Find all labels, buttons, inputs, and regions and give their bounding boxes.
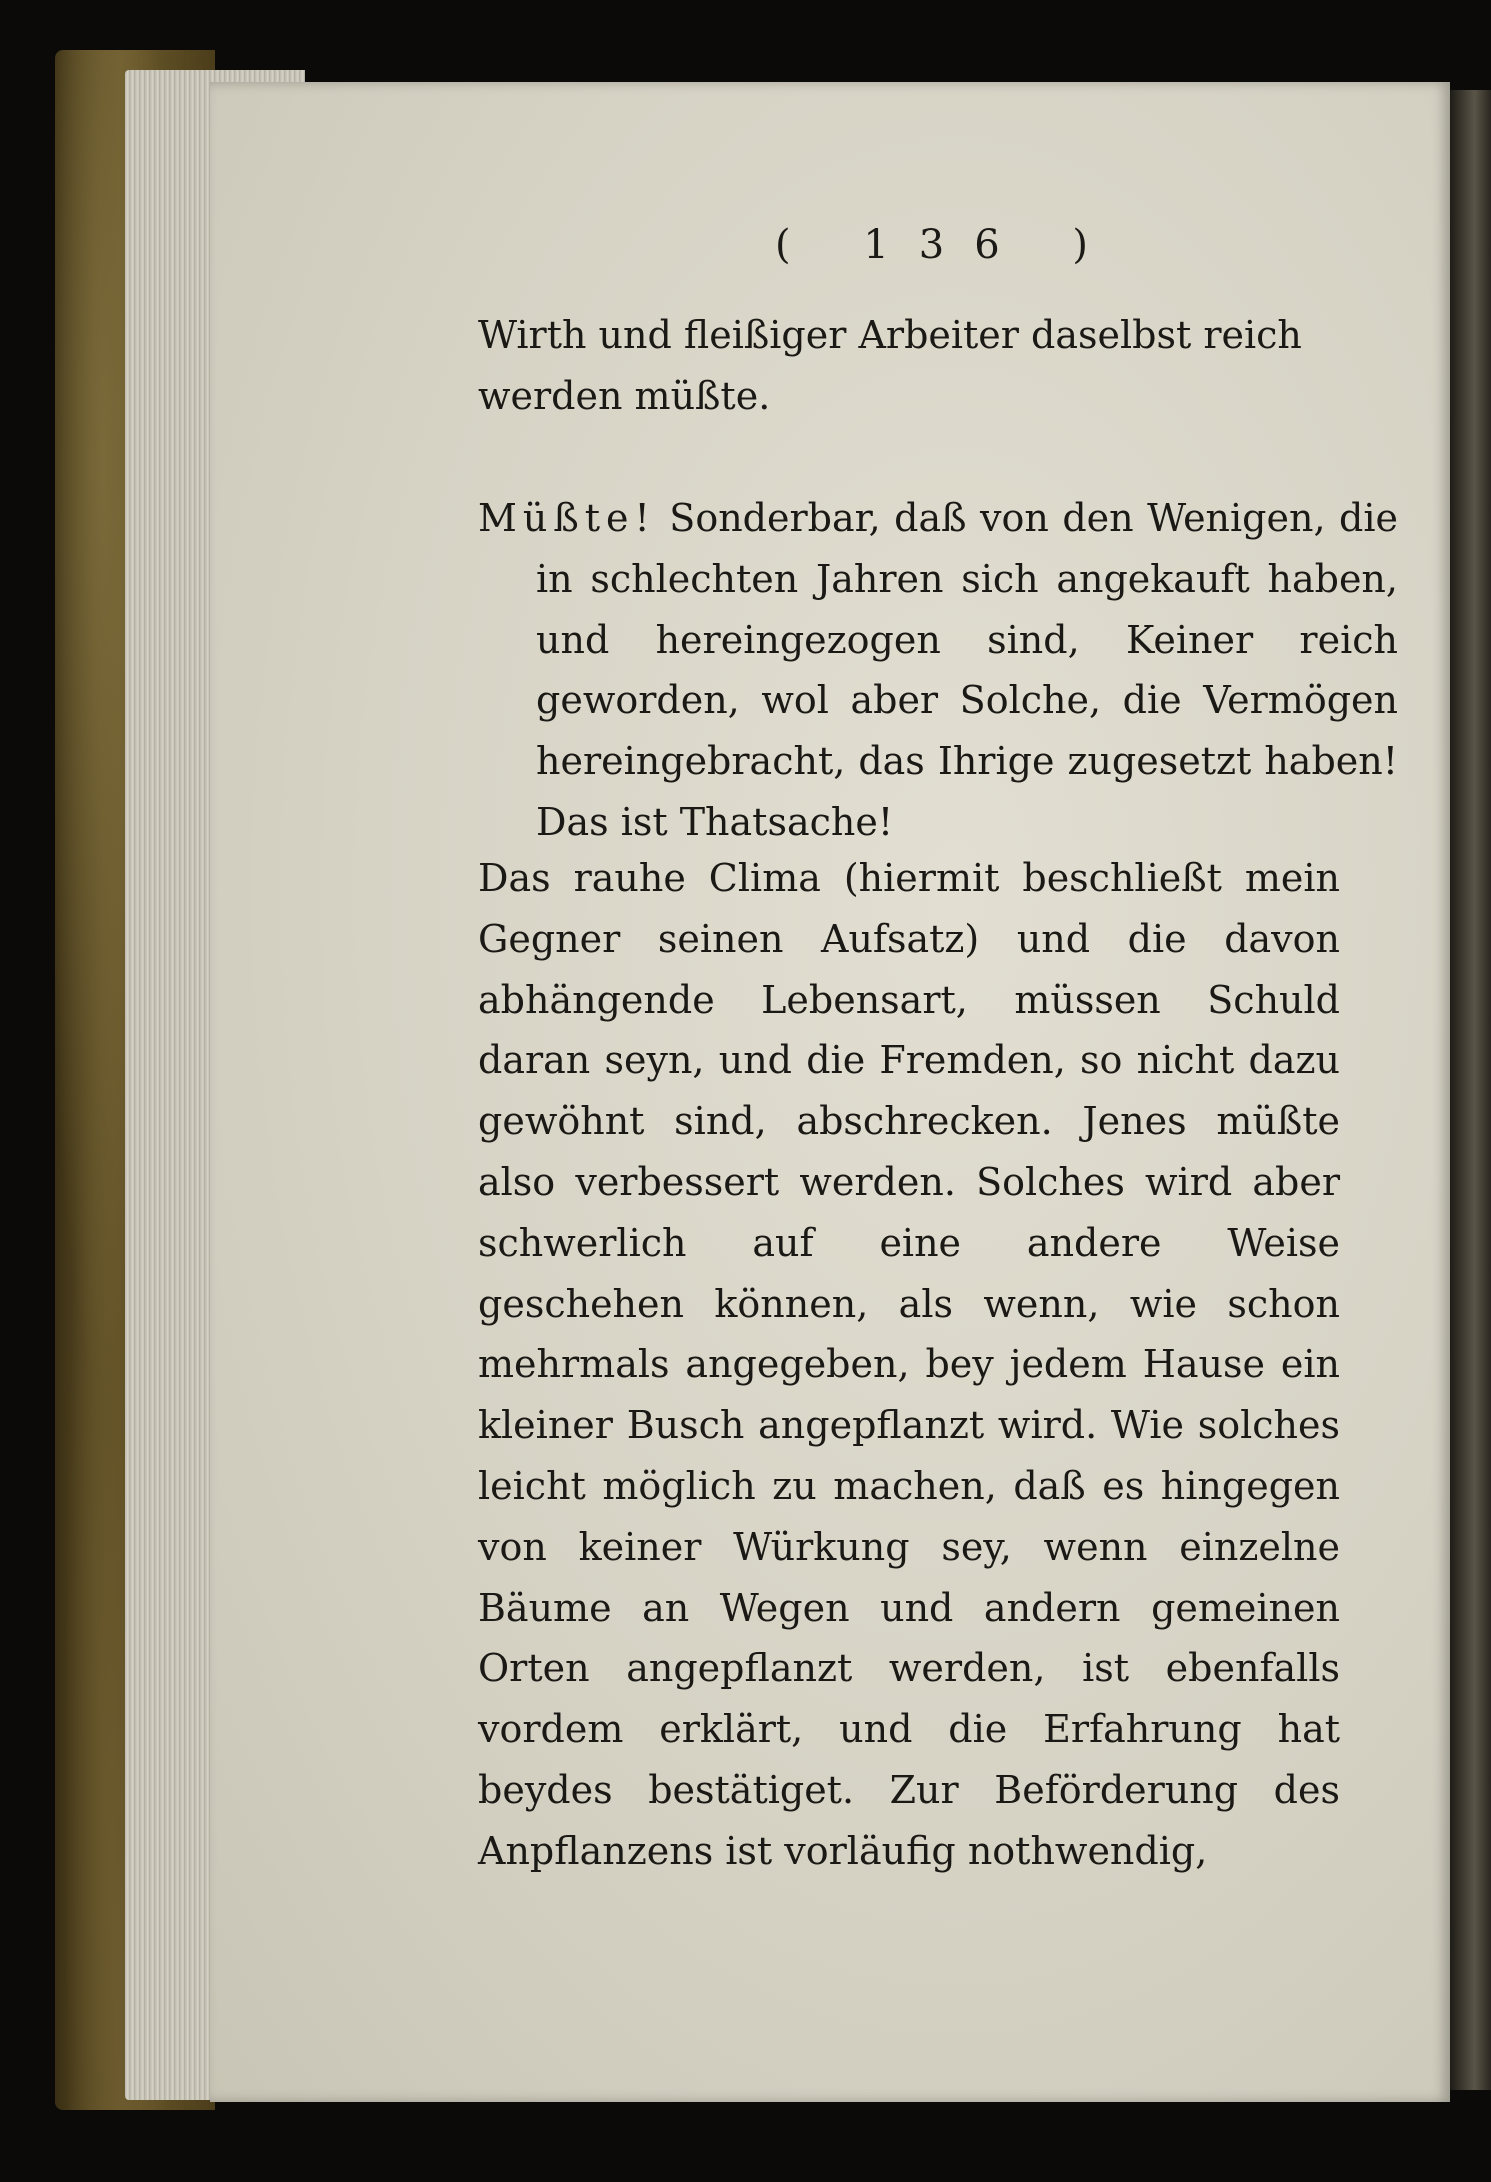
right-page-edge <box>1450 90 1491 2090</box>
paragraph-2-lead: Müßte! <box>478 496 656 540</box>
paragraph-1-line-2: werden müßte. <box>478 373 771 418</box>
paragraph-2-body: Sonderbar, daß von den Wenigen, die in schlechten Jahren sich angekauft haben, und hereingezogen sind, Keiner reich geworden, wol aber Solche, die Vermögen hereingebracht, das Ihrige zugesetzt haben! Das ist Thatsache! <box>536 496 1398 844</box>
paragraph-1 <box>478 305 1340 427</box>
paragraph-3: Das rauhe Clima (hiermit beschließt mein Gegner seinen Aufsatz) und die davon abhängende Lebensart, müssen Schuld daran seyn, und die Fremden, so nicht dazu gewöhnt sind, abschrecken. Jenes müßte also verbessert werden. Solches wird aber schwerlich auf eine andere Weise geschehen können, als wenn, wie schon mehrmals angegeben, bey jedem Hause ein kleiner Busch angepflanzt wird. Wie solches leicht möglich zu machen, daß es hingegen von keiner Würkung sey, wenn einzelne Bäume an Wegen und andern gemeinen Orten angepflanzt werden, ist ebenfalls vordem erklärt, und die Erfahrung hat beydes bestätiget. Zur Beförderung des Anpflanzens ist vorläufig nothwendig, <box>478 856 1340 1873</box>
paragraph-1-line-1: Wirth und fleißiger Arbeiter daselbst reich <box>478 313 1302 357</box>
paragraph-2 <box>478 488 1398 853</box>
page-number: ( 136 ) <box>775 222 1118 268</box>
